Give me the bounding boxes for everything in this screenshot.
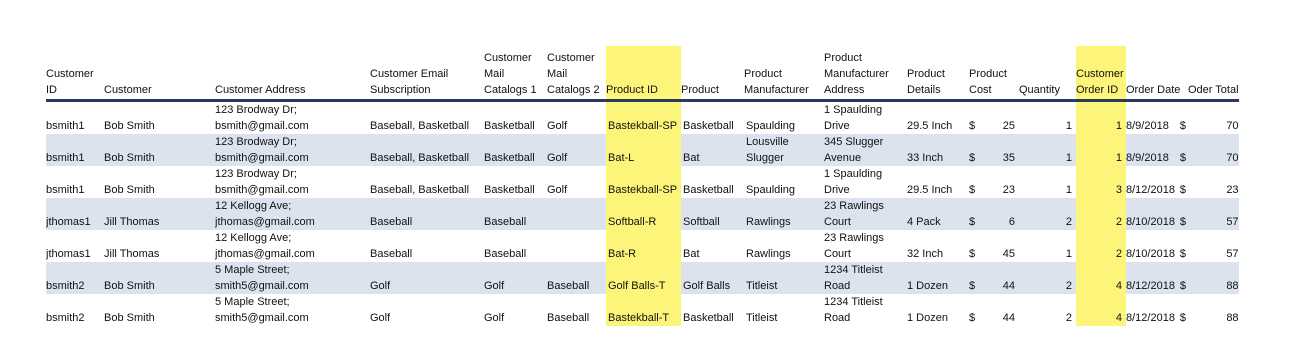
details-cell[interactable]: 29.5 Inch (907, 184, 953, 196)
catalog1-cell[interactable]: Golf (484, 312, 505, 324)
details-cell[interactable]: 32 Inch (907, 248, 944, 260)
cell-line-2: Court (824, 216, 851, 228)
column-header[interactable]: Product (681, 84, 719, 96)
column-header[interactable]: Customer Email Subscription (370, 68, 449, 96)
cell-line-2: Avenue (824, 152, 862, 164)
column-header[interactable]: Quantity (1019, 84, 1060, 96)
address-cell[interactable] (215, 166, 370, 198)
total-cell[interactable]: 70 (1188, 134, 1239, 166)
cell-line-1: 12 Kellogg Ave; (215, 200, 292, 212)
manufacturer-cell[interactable] (744, 101, 824, 135)
address-cell[interactable] (215, 101, 370, 135)
cost-cell[interactable] (969, 294, 1019, 326)
order-id-cell[interactable]: 1 (1076, 134, 1126, 166)
catalog1-cell[interactable]: Basketball (484, 120, 535, 132)
manufacturer-address-cell[interactable] (824, 166, 907, 198)
product-cell[interactable]: Bat (681, 134, 744, 166)
address-cell[interactable] (215, 262, 370, 294)
currency-symbol: $ (1179, 312, 1186, 324)
table-row[interactable] (46, 101, 1239, 135)
table-row[interactable] (46, 166, 1239, 198)
catalog1-cell[interactable]: Baseball (484, 248, 527, 260)
details-cell[interactable]: 1 Dozen (907, 312, 948, 324)
email-subscription-cell[interactable]: Baseball, Basketball (370, 120, 470, 132)
manufacturer-cell[interactable] (744, 294, 824, 326)
customer-id-cell[interactable]: bsmith1 (46, 184, 85, 196)
customer-id-cell[interactable]: bsmith1 (46, 134, 104, 166)
currency-symbol: $ (969, 152, 976, 164)
customer-id-cell[interactable]: bsmith2 (46, 262, 104, 294)
cell-line-2: Spaulding (746, 120, 795, 132)
currency-symbol: $ (969, 184, 976, 196)
product-id-cell[interactable]: Bat-R (606, 230, 681, 262)
currency-symbol: $ (969, 280, 976, 292)
total-cell[interactable]: 88 (1188, 262, 1239, 294)
cell-line-2: bsmith@gmail.com (215, 120, 309, 132)
cost-value: 6 (1008, 216, 1015, 228)
product-id-cell[interactable]: Bastekball-SP (606, 101, 681, 135)
cell-line-2: Spaulding (746, 184, 795, 196)
cell-line-2: smith5@gmail.com (215, 280, 309, 292)
quantity-cell[interactable]: 1 (1065, 184, 1072, 196)
order-date-cell[interactable] (1126, 134, 1188, 166)
cell-line-2: Titleist (746, 280, 778, 292)
manufacturer-cell[interactable] (744, 262, 824, 294)
catalog2-cell[interactable]: Baseball (547, 262, 606, 294)
cell-line-1: 12 Kellogg Ave; (215, 232, 292, 244)
product-cell[interactable]: Basketball (683, 184, 734, 196)
email-subscription-cell[interactable]: Golf (370, 262, 484, 294)
order-id-cell[interactable]: 4 (1076, 294, 1126, 326)
order-date-cell[interactable] (1126, 166, 1188, 198)
column-header[interactable]: Oder Total (1188, 84, 1239, 96)
table-row[interactable] (46, 294, 1239, 326)
cell-line-1: 1234 Titleist (824, 296, 883, 308)
address-cell[interactable] (215, 230, 370, 262)
order-date-cell[interactable] (1126, 198, 1188, 230)
manufacturer-cell[interactable] (744, 134, 824, 166)
column-header[interactable]: Customer Order ID (1076, 46, 1126, 101)
cost-cell[interactable] (969, 101, 1019, 135)
currency-symbol: $ (969, 216, 976, 228)
currency-symbol: $ (1179, 216, 1186, 228)
details-cell[interactable]: 4 Pack (907, 198, 969, 230)
currency-symbol: $ (969, 120, 976, 132)
catalog2-cell[interactable]: Golf (547, 134, 606, 166)
currency-symbol: $ (1179, 120, 1186, 132)
currency-symbol: $ (1179, 248, 1186, 260)
cell-line-1: 123 Brodway Dr; (215, 136, 297, 148)
column-header[interactable]: Product Manufacturer (744, 68, 809, 96)
email-subscription-cell[interactable]: Baseball (370, 248, 413, 260)
currency-symbol: $ (1179, 152, 1186, 164)
address-cell[interactable] (215, 134, 370, 166)
details-cell[interactable]: 1 Dozen (907, 262, 969, 294)
quantity-cell[interactable]: 1 (1065, 248, 1072, 260)
catalog2-cell[interactable]: Golf (547, 184, 568, 196)
cell-line-2: bsmith@gmail.com (215, 152, 309, 164)
total-cell[interactable]: 57 (1226, 248, 1239, 260)
column-header[interactable]: Product Manufacturer Address (824, 52, 889, 96)
cell-line-1: 345 Slugger (824, 136, 884, 148)
product-cell[interactable]: Basketball (683, 120, 734, 132)
customer-cell[interactable]: Bob Smith (104, 184, 155, 196)
catalog2-cell[interactable] (547, 230, 606, 262)
cost-cell[interactable] (969, 230, 1019, 262)
column-header[interactable]: Product Cost (969, 68, 1007, 96)
cost-value: 44 (1002, 280, 1015, 292)
catalog2-cell[interactable] (547, 198, 606, 230)
product-cell[interactable]: Basketball (683, 312, 734, 324)
manufacturer-address-cell[interactable] (824, 198, 907, 230)
quantity-cell[interactable]: 2 (1019, 198, 1076, 230)
catalog1-cell[interactable]: Golf (484, 262, 547, 294)
cell-line-2: Court (824, 248, 851, 260)
quantity-cell[interactable]: 2 (1019, 262, 1076, 294)
header-row (46, 46, 1239, 101)
column-header[interactable]: Customer (104, 84, 152, 96)
cell-line-2: bsmith@gmail.com (215, 184, 309, 196)
column-header[interactable]: Customer ID (46, 68, 94, 96)
order-date-value: 8/9/2018 (1126, 120, 1169, 132)
order-date-value: 8/12/2018 (1126, 312, 1175, 324)
cost-value: 35 (1002, 152, 1015, 164)
cell-line-2: jthomas@gmail.com (215, 248, 315, 260)
manufacturer-address-cell[interactable] (824, 230, 907, 262)
product-id-cell[interactable]: Golf Balls-T (606, 262, 681, 294)
order-date-value: 8/10/2018 (1126, 248, 1175, 260)
quantity-cell[interactable]: 1 (1065, 120, 1072, 132)
manufacturer-cell[interactable] (744, 230, 824, 262)
table-body (46, 101, 1239, 327)
cell-line-2: Titleist (746, 312, 778, 324)
customer-cell[interactable]: Bob Smith (104, 312, 155, 324)
total-cell[interactable]: 70 (1226, 120, 1239, 132)
column-header[interactable]: Order Date (1126, 84, 1181, 96)
cost-value: 45 (1002, 248, 1015, 260)
table-row[interactable] (46, 198, 1239, 230)
cell-line-1: 5 Maple Street; (215, 296, 290, 308)
order-id-cell[interactable]: 4 (1076, 262, 1126, 294)
address-cell[interactable] (215, 294, 370, 326)
cell-line-2: Drive (824, 184, 850, 196)
cell-line-1: 1 Spaulding (824, 104, 883, 116)
column-header[interactable]: Customer Mail Catalogs 1 (484, 52, 537, 96)
order-date-value: 8/12/2018 (1126, 280, 1175, 292)
cost-cell[interactable] (969, 198, 1019, 230)
order-date-cell[interactable] (1126, 230, 1188, 262)
product-id-cell[interactable]: Bat-L (606, 134, 681, 166)
catalog1-cell[interactable]: Basketball (484, 184, 535, 196)
order-date-value: 8/12/2018 (1126, 184, 1175, 196)
manufacturer-address-cell[interactable] (824, 262, 907, 294)
cost-value: 23 (1002, 184, 1015, 196)
manufacturer-cell[interactable] (744, 166, 824, 198)
customer-cell[interactable]: Bob Smith (104, 262, 215, 294)
manufacturer-address-cell[interactable] (824, 101, 907, 135)
cell-line-1: 1 Spaulding (824, 168, 883, 180)
cost-value: 44 (1002, 312, 1015, 324)
manufacturer-address-cell[interactable] (824, 134, 907, 166)
currency-symbol: $ (969, 248, 976, 260)
quantity-cell[interactable]: 2 (1065, 312, 1072, 324)
details-cell[interactable]: 33 Inch (907, 134, 969, 166)
customer-id-cell[interactable]: jthomas1 (46, 248, 91, 260)
customer-id-cell[interactable]: bsmith2 (46, 312, 85, 324)
currency-symbol: $ (1179, 184, 1186, 196)
order-date-cell[interactable] (1126, 294, 1188, 326)
product-id-cell[interactable]: Bastekball-T (606, 294, 681, 326)
spreadsheet (46, 46, 1239, 326)
cell-line-1: 123 Brodway Dr; (215, 104, 297, 116)
cost-cell[interactable] (969, 262, 1019, 294)
email-subscription-cell[interactable]: Baseball, Basketball (370, 184, 470, 196)
total-cell[interactable]: 23 (1226, 184, 1239, 196)
cell-line-2: Road (824, 280, 851, 292)
manufacturer-cell[interactable] (744, 198, 824, 230)
product-id-cell[interactable]: Bastekball-SP (606, 166, 681, 198)
order-id-cell[interactable]: 1 (1076, 101, 1126, 135)
cell-line-2: Rawlings (746, 216, 791, 228)
cell-line-1: 23 Rawlings (824, 200, 884, 212)
order-date-cell[interactable] (1126, 262, 1188, 294)
order-id-cell[interactable]: 3 (1076, 166, 1126, 198)
total-cell[interactable]: 57 (1188, 198, 1239, 230)
cell-line-2: Slugger (746, 152, 784, 164)
table-row[interactable] (46, 262, 1239, 294)
orders-table (46, 46, 1239, 326)
product-cell[interactable]: Softball (681, 198, 744, 230)
customer-cell[interactable]: Jill Thomas (104, 248, 160, 260)
order-date-value: 8/9/2018 (1126, 152, 1169, 164)
catalog1-cell[interactable]: Basketball (484, 134, 547, 166)
catalog2-cell[interactable]: Golf (547, 120, 568, 132)
order-id-cell[interactable]: 2 (1076, 230, 1126, 262)
cost-value: 25 (1002, 120, 1015, 132)
currency-symbol: $ (1179, 280, 1186, 292)
customer-id-cell[interactable]: bsmith1 (46, 120, 85, 132)
product-cell[interactable]: Bat (683, 248, 700, 260)
manufacturer-address-cell[interactable] (824, 294, 907, 326)
column-header[interactable]: Customer Address (215, 84, 306, 96)
order-id-cell[interactable]: 2 (1076, 198, 1126, 230)
address-cell[interactable] (215, 198, 370, 230)
catalog1-cell[interactable]: Baseball (484, 198, 547, 230)
cell-line-1: Lousville (746, 136, 789, 148)
currency-symbol: $ (969, 312, 976, 324)
table-row[interactable] (46, 134, 1239, 166)
customer-cell[interactable]: Bob Smith (104, 134, 215, 166)
cell-line-2: Road (824, 312, 851, 324)
email-subscription-cell[interactable]: Golf (370, 312, 391, 324)
column-header[interactable]: Customer Mail Catalogs 2 (547, 52, 600, 96)
order-date-value: 8/10/2018 (1126, 216, 1175, 228)
quantity-cell[interactable]: 1 (1019, 134, 1076, 166)
column-header[interactable]: Product ID (606, 46, 681, 101)
cell-line-2: smith5@gmail.com (215, 312, 309, 324)
cell-line-1: 5 Maple Street; (215, 264, 290, 276)
customer-id-cell[interactable]: jthomas1 (46, 198, 104, 230)
cell-line-2: Drive (824, 120, 850, 132)
cell-line-1: 23 Rawlings (824, 232, 884, 244)
customer-cell[interactable]: Jill Thomas (104, 198, 215, 230)
order-date-cell[interactable] (1126, 101, 1188, 135)
product-id-cell[interactable]: Softball-R (606, 198, 681, 230)
cost-cell[interactable] (969, 134, 1019, 166)
column-header[interactable]: Product Details (907, 68, 945, 96)
cell-line-1: 123 Brodway Dr; (215, 168, 297, 180)
cell-line-2: Rawlings (746, 248, 791, 260)
product-cell[interactable]: Golf Balls (681, 262, 744, 294)
table-row[interactable] (46, 230, 1239, 262)
email-subscription-cell[interactable]: Baseball (370, 198, 484, 230)
details-cell[interactable]: 29.5 Inch (907, 120, 953, 132)
email-subscription-cell[interactable]: Baseball, Basketball (370, 134, 484, 166)
cell-line-1: 1234 Titleist (824, 264, 883, 276)
cell-line-2: jthomas@gmail.com (215, 216, 315, 228)
total-cell[interactable]: 88 (1226, 312, 1239, 324)
cost-cell[interactable] (969, 166, 1019, 198)
catalog2-cell[interactable]: Baseball (547, 312, 590, 324)
customer-cell[interactable]: Bob Smith (104, 120, 155, 132)
